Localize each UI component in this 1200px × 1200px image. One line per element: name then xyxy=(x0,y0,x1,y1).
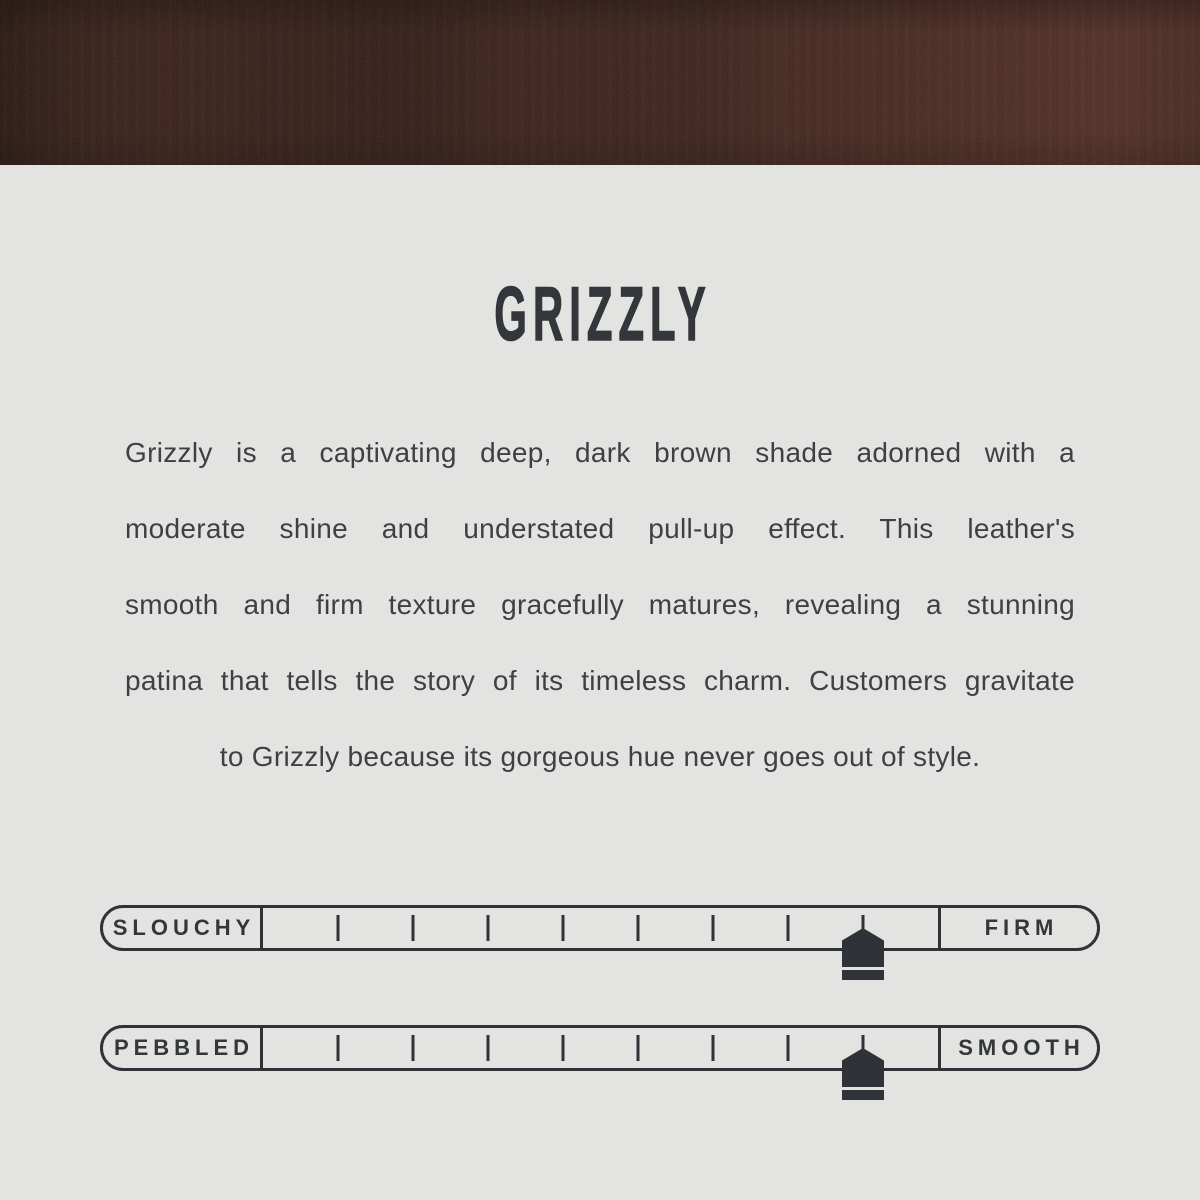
description xyxy=(125,415,1075,795)
tick-mark xyxy=(787,915,790,941)
tick-mark xyxy=(411,1035,414,1061)
description-line: to Grizzly because its gorgeous hue never goes out of style. xyxy=(219,741,981,772)
tick-mark xyxy=(411,915,414,941)
scale-left-label: SLOUCHY xyxy=(112,915,256,940)
scale-slouchy-firm xyxy=(100,905,1100,951)
marker-base-bar xyxy=(842,970,884,980)
scale-list xyxy=(100,905,1100,1071)
scale-right-label: SMOOTH xyxy=(958,1035,1085,1060)
marker-head-icon xyxy=(842,928,884,967)
tick-mark xyxy=(787,1035,790,1061)
page-title: GRIZZLY xyxy=(494,272,712,357)
leather-grain-texture xyxy=(0,0,1200,165)
tick-mark xyxy=(561,915,564,941)
scale-marker xyxy=(842,928,884,980)
scale-right-label: FIRM xyxy=(984,915,1059,940)
tick-mark xyxy=(487,1035,490,1061)
scale-left-cell xyxy=(103,1028,263,1068)
marker-head-icon xyxy=(842,1048,884,1087)
tick-mark xyxy=(637,1035,640,1061)
marker-base-bar xyxy=(842,1090,884,1100)
scale-left-cell xyxy=(103,908,263,948)
scale-left-label: PEBBLED xyxy=(113,1035,255,1060)
tick-mark xyxy=(712,1035,715,1061)
scale-pebbled-smooth xyxy=(100,1025,1100,1071)
description-line: Grizzly is a captivating deep, dark brown shade adorned with a xyxy=(125,437,1075,468)
scale-right-cell xyxy=(938,1028,1097,1068)
scale-marker xyxy=(842,1048,884,1100)
tick-mark xyxy=(336,1035,339,1061)
tick-mark xyxy=(637,915,640,941)
tick-mark xyxy=(336,915,339,941)
scale-track xyxy=(263,908,938,948)
title-row xyxy=(0,272,1200,357)
scale-right-cell xyxy=(938,908,1097,948)
description-line: moderate shine and understated pull-up effect. This leather's xyxy=(125,513,1075,544)
tick-mark xyxy=(712,915,715,941)
tick-mark xyxy=(487,915,490,941)
leather-swatch-image xyxy=(0,0,1200,165)
description-line: patina that tells the story of its timeless charm. Customers gravitate xyxy=(125,665,1075,696)
description-line: smooth and firm texture gracefully matures, revealing a stunning xyxy=(125,589,1075,620)
tick-mark xyxy=(561,1035,564,1061)
scale-track xyxy=(263,1028,938,1068)
